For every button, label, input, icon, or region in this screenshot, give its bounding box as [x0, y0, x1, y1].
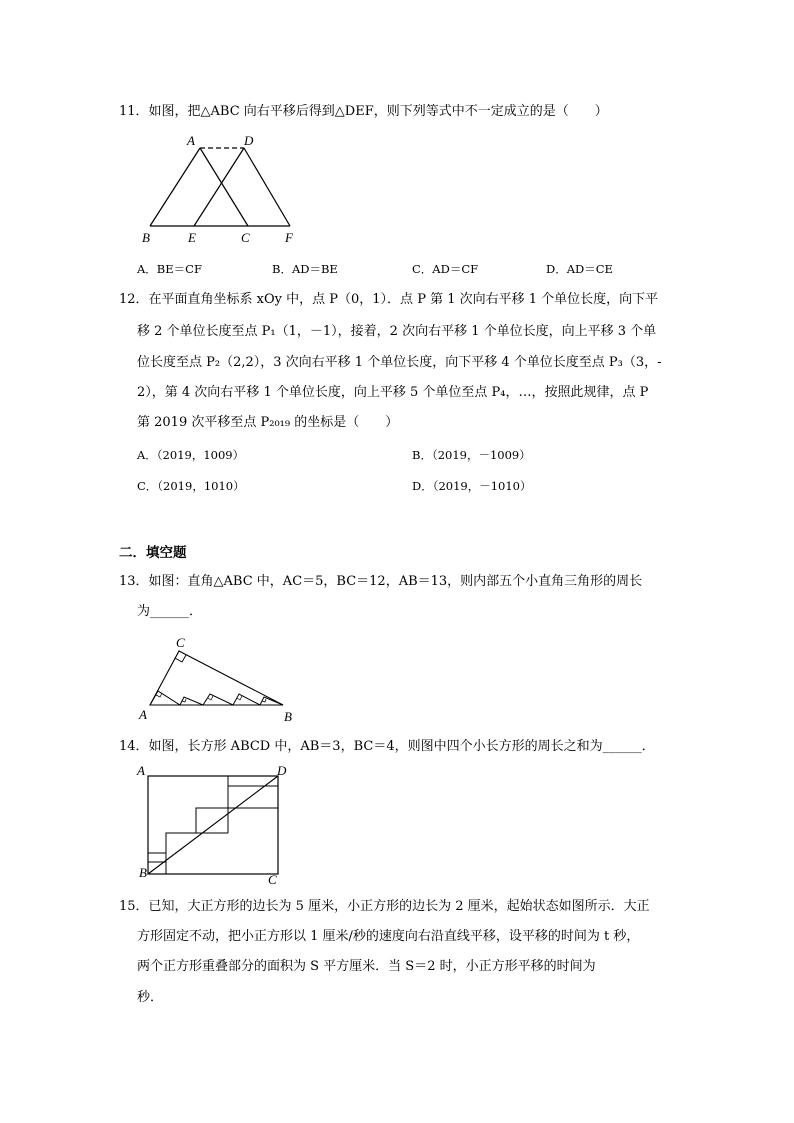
q12-option-c: C．（2019，1010）	[137, 479, 245, 493]
label-C: C	[176, 635, 185, 650]
label-D: D	[277, 763, 287, 778]
q12-option-b: B．（2019，－1009）	[412, 448, 531, 462]
q11-option-c: C．AD＝CF	[412, 262, 479, 276]
q12-option-a: A．（2019，1009）	[137, 448, 245, 462]
q11-option-b: B．AD＝BE	[272, 262, 338, 276]
q11-translation-figure	[138, 132, 308, 247]
label-A: A	[137, 763, 145, 778]
label-D: D	[244, 133, 254, 148]
label-C: C	[241, 230, 250, 245]
label-F: F	[285, 230, 293, 245]
q13-line-1: 13．如图：直角△ABC 中，AC＝5，BC＝12，AB＝13，则内部五个小直角三角形的周长	[119, 574, 643, 589]
label-C: C	[268, 872, 277, 887]
q15-line-2: 方形固定不动，把小正方形以 1 厘米/秒的速度向右沿直线平移，设平移的时间为 t 秒，	[137, 929, 640, 944]
q15-line-1: 15．已知，大正方形的边长为 5 厘米，小正方形的边长为 2 厘米，起始状态如图所示．大正	[119, 899, 650, 914]
label-A: A	[187, 133, 195, 148]
q12-line-4: 2），第 4 次向右平移 1 个单位长度，向上平移 5 个单位至点 P₄，…，按照此规律，点 P	[137, 385, 649, 400]
q11-text: 11．如图，把△ABC 向右平移后得到△DEF，则下列等式中不一定成立的是（ ）	[119, 104, 608, 119]
label-B: B	[284, 709, 292, 724]
label-B: B	[142, 230, 150, 245]
q14-rectangle-figure	[136, 760, 296, 885]
q12-line-3: 位长度至点 P₂（2,2），3 次向右平移 1 个单位长度，向下平移 4 个单位长度至点 P₃（3，-	[137, 355, 662, 370]
label-E: E	[188, 230, 196, 245]
q13-right-triangle-figure	[136, 634, 301, 724]
q11-option-a: A．BE＝CF	[137, 262, 202, 276]
q14-text: 14．如图，长方形 ABCD 中，AB＝3，BC＝4，则图中四个小长方形的周长之和为______．	[119, 739, 655, 754]
q12-line-5: 第 2019 次平移至点 P₂₀₁₉ 的坐标是（ ）	[137, 415, 399, 430]
q12-line-1: 12．在平面直角坐标系 xOy 中，点 P（0，1）．点 P 第 1 次向右平移 1 个单位长度，向下平	[119, 292, 659, 307]
label-B: B	[139, 865, 147, 880]
label-A: A	[139, 707, 147, 722]
q12-option-d: D．（2019，－1010）	[412, 479, 532, 493]
q15-line-4: 秒．	[137, 990, 164, 1005]
q12-line-2: 移 2 个单位长度至点 P₁（1，－1），接着，2 次向右平移 1 个单位长度，向上平移 3 个单	[137, 324, 657, 339]
q11-option-d: D．AD＝CE	[546, 262, 613, 276]
q13-line-2: 为______．	[137, 604, 203, 619]
section-heading: 二．填空题	[119, 545, 187, 561]
q15-line-3: 两个正方形重叠部分的面积为 S 平方厘米．当 S＝2 时，小正方形平移的时间为	[137, 959, 596, 974]
